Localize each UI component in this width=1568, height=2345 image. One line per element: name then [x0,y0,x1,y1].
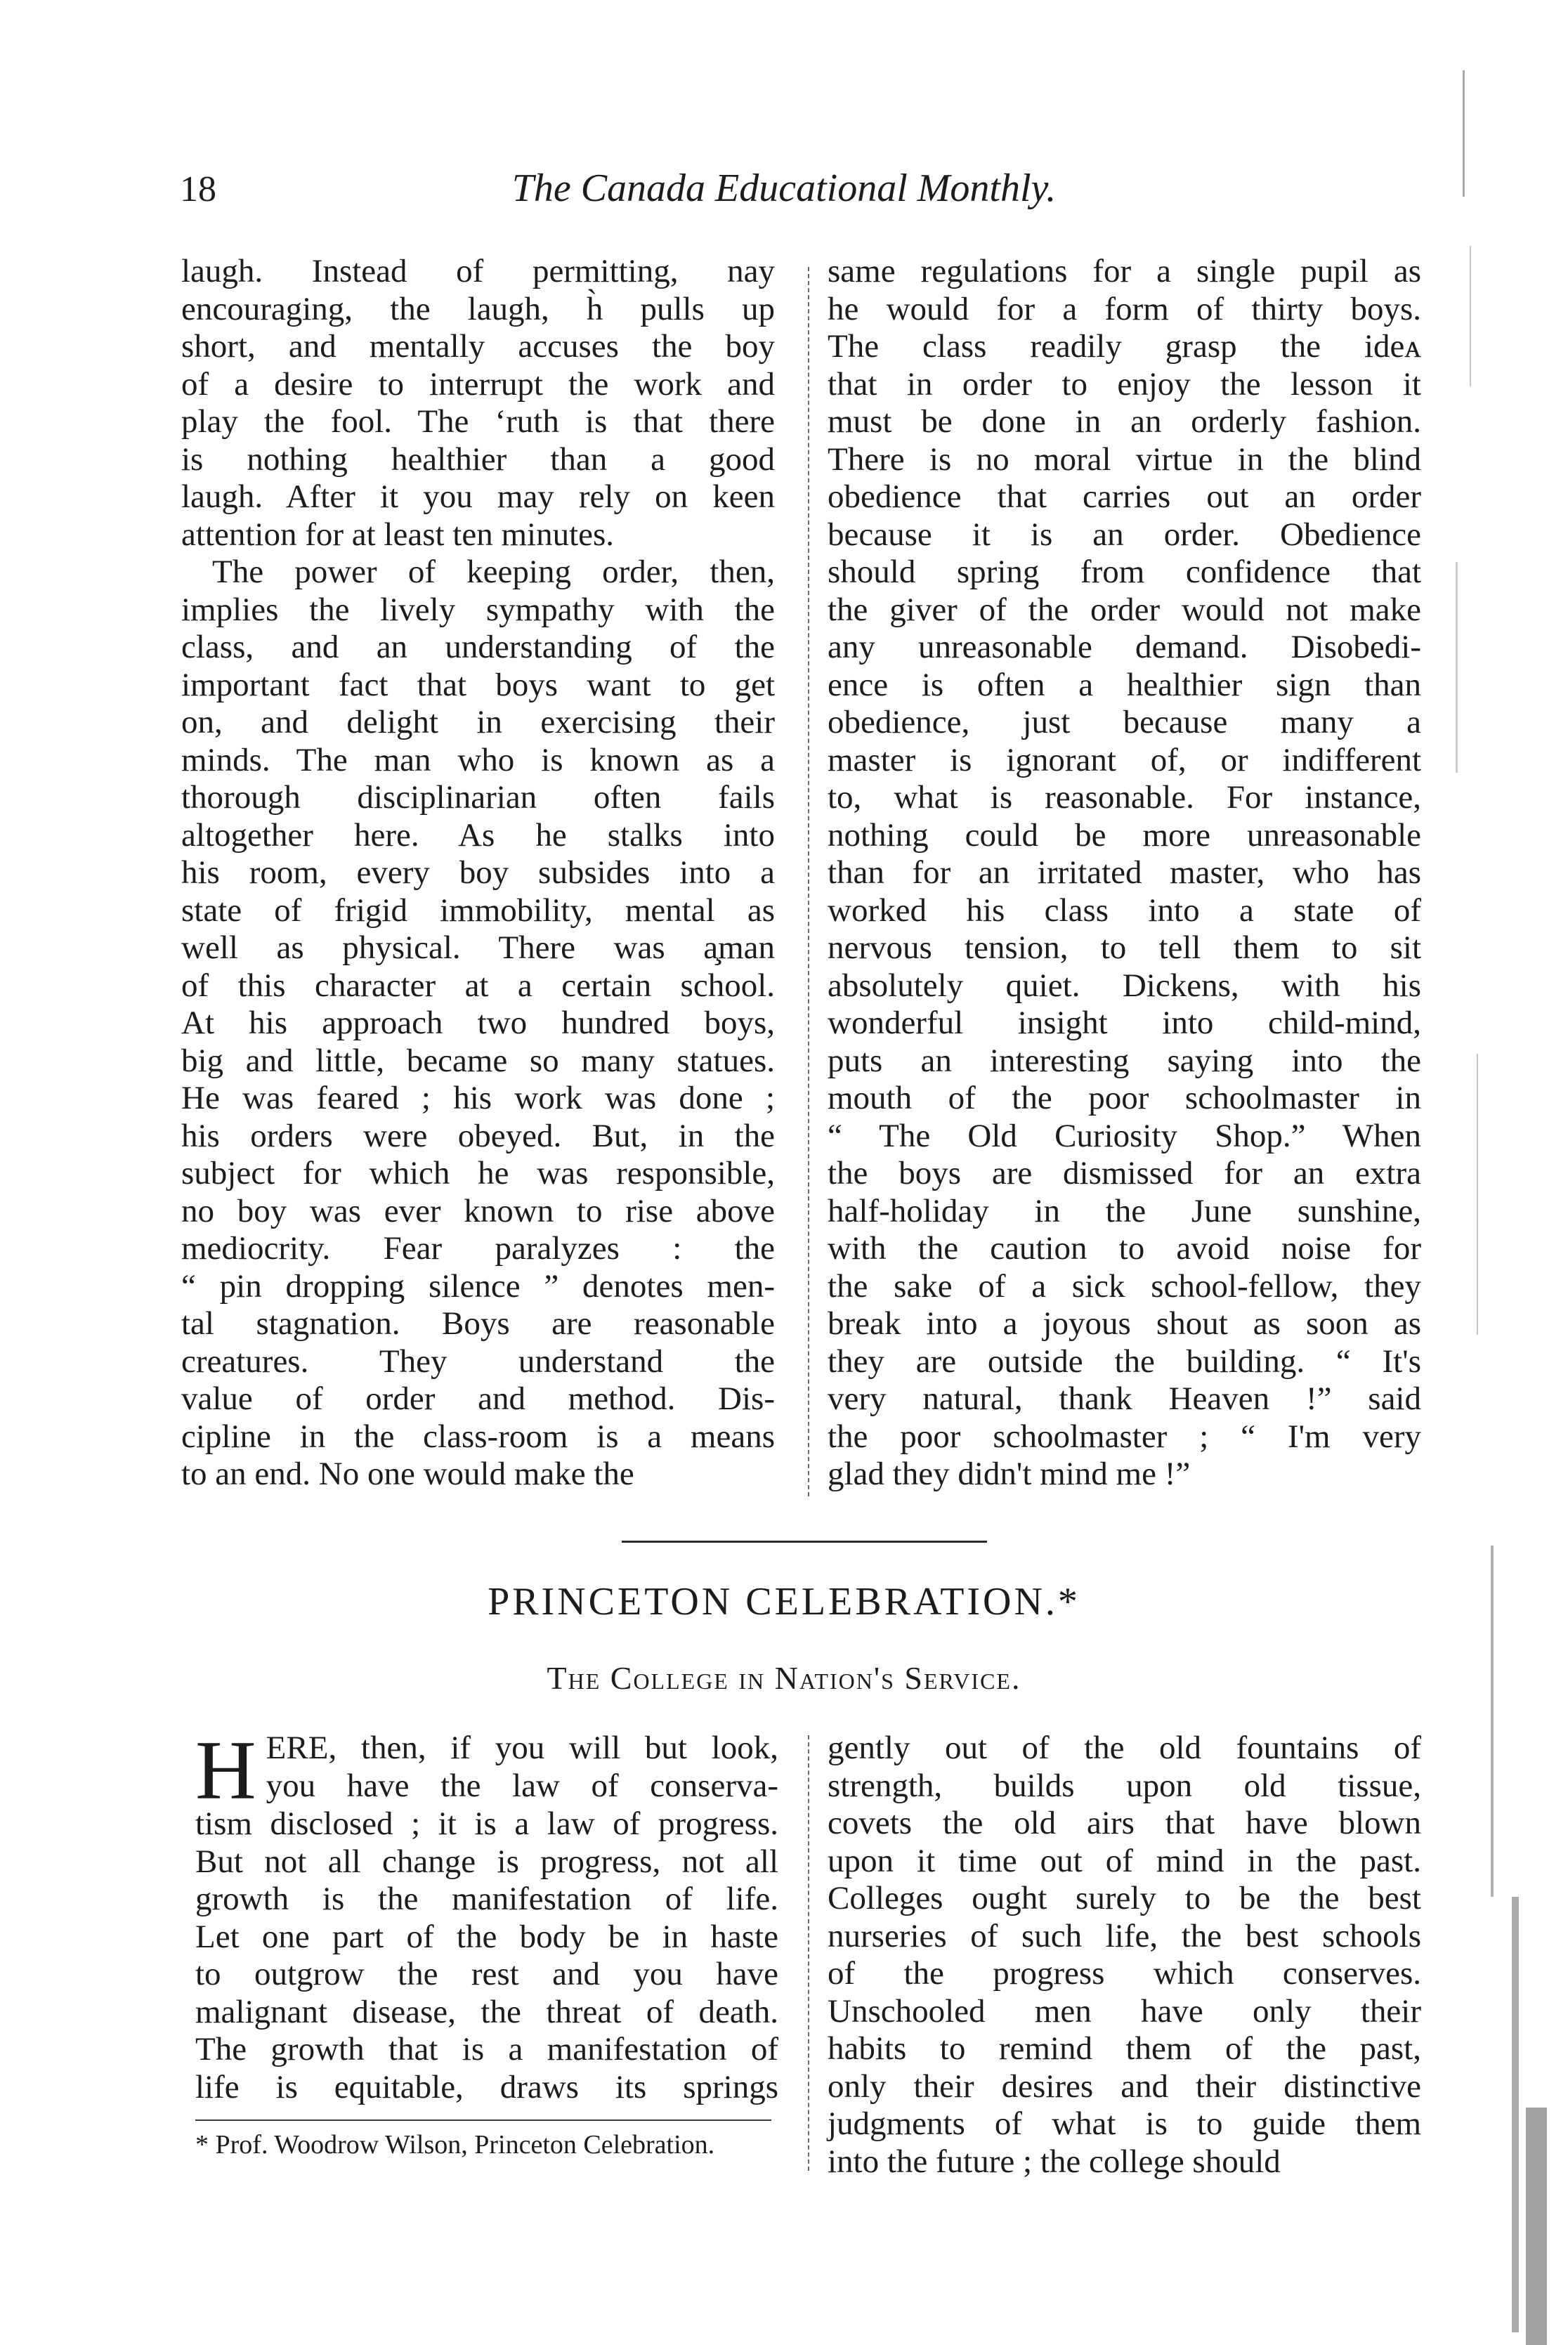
text-line: they are outside the building. “ It's [828,1343,1421,1380]
text-line: into the future ; the college should [828,2143,1281,2180]
text-line: mouth of the poor schoolmaster in [828,1080,1421,1116]
text-line: The growth that is a manifestation of [195,2031,778,2068]
text-line: The power of keeping order, then, [212,554,775,590]
section-title: PRINCETON CELEBRATION.* [488,1580,1080,1624]
text-line: well as physical. There was a̧man [181,929,775,966]
page-number: 18 [180,169,216,209]
text-line: very natural, thank Heaven !” said [828,1380,1421,1417]
article-column-left [181,253,775,1494]
text-line: laugh. Instead of permitting, nay [181,253,775,289]
text-line: glad they didn't mind me !” [828,1456,1191,1492]
text-line: value of order and method. Dis- [181,1380,775,1417]
text-line: important fact that boys want to get [181,666,775,703]
text-line: Let one part of the body be in haste [195,1918,778,1955]
text-line: life is equitable, draws its springs [195,2068,778,2105]
text-line: should spring from confidence that [828,554,1421,590]
text-line: the poor schoolmaster ; “ I'm very [828,1418,1421,1455]
text-line: tal stagnation. Boys are reasonable [181,1305,775,1342]
text-line: At his approach two hundred boys, [181,1005,775,1041]
text-line: obedience that carries out an order [828,478,1421,515]
text-line: The class readily grasp the ideᴀ [828,328,1421,365]
text-line: “ The Old Curiosity Shop.” When [828,1117,1421,1154]
text-line: implies the lively sympathy with the [181,591,775,628]
text-line: cipline in the class-room is a means [181,1418,775,1455]
text-line: Unschooled men have only their [828,1992,1421,2030]
text-line: nurseries of such life, the best schools [828,1917,1421,1954]
text-line: big and little, became so many statues. [181,1042,775,1079]
footnote-rule [195,2119,771,2121]
text-line: He was feared ; his work was done ; [181,1080,775,1116]
text-line: There is no moral virtue in the blind [828,440,1421,478]
text-line: no boy was ever known to rise above [181,1192,775,1229]
scan-edge-artifact [1449,70,1554,2345]
text-line: to outgrow the rest and you have [195,1956,778,1992]
text-line: of the progress which conserves. [828,1955,1421,1992]
text-line: state of frigid immobility, mental as [181,891,775,929]
text-line: you have the law of conserva- [266,1767,778,1804]
text-line: the boys are dismissed for an extra [828,1155,1421,1191]
text-line: of a desire to interrupt the work and [181,365,775,403]
text-line: his room, every boy subsides into a [181,854,775,891]
text-line: creatures. They understand the [181,1343,775,1380]
text-line: thorough disciplinarian often fails [181,779,775,816]
text-line: Colleges ought surely to be the best [828,1880,1421,1916]
text-line: half-holiday in the June sunshine, [828,1192,1421,1229]
text-line: obedience, just because many a [828,704,1421,740]
princeton-column-right [828,1730,1421,2181]
text-line: minds. The man who is known as a [181,741,775,778]
text-line: worked his class into a state of [828,891,1421,929]
text-line: nervous tension, to tell them to sit [828,929,1421,966]
text-line: master is ignorant of, or indifferent [828,741,1421,778]
text-line: than for an irritated master, who has [828,854,1421,891]
text-line: to, what is reasonable. For instance, [828,779,1421,816]
text-line: tism disclosed ; it is a law of progress. [195,1805,778,1842]
text-line: must be done in an orderly fashion. [828,403,1421,440]
text-line: to an end. No one would make the [181,1456,634,1492]
princeton-column-left [195,1723,778,2106]
text-line: wonderful insight into child-mind, [828,1005,1421,1041]
text-line: only their desires and their distinctive [828,2068,1421,2105]
text-line: growth is the manifestation of life. [195,1881,778,1917]
text-line: upon it time out of mind in the past. [828,1842,1421,1879]
section-divider [622,1541,987,1543]
text-line: altogether here. As he stalks into [181,816,775,854]
text-line: habits to remind them of the past, [828,2030,1421,2067]
text-line: “ pin dropping silence ” denotes men- [181,1267,775,1305]
text-line: ERE, then, if you will but look, [266,1730,778,1766]
text-line: gently out of the old fountains of [828,1730,1421,1766]
footnote: * Prof. Woodrow Wilson, Princeton Celebration. [195,2130,715,2160]
text-line: attention for at least ten minutes. [181,516,615,553]
text-line: with the caution to avoid noise for [828,1230,1421,1267]
text-line: on, and delight in exercising their [181,704,775,740]
text-line: laugh. After it you may rely on keen [181,478,775,515]
text-line: the sake of a sick school-fellow, they [828,1267,1421,1305]
text-line: because it is an order. Obedience [828,516,1421,553]
text-line: malignant disease, the threat of death. [195,1993,778,2030]
article-column-right [828,253,1421,1494]
text-line: subject for which he was responsible, [181,1155,775,1191]
text-line: judgments of what is to guide them [828,2105,1421,2142]
text-line: mediocrity. Fear paralyzes : the [181,1230,775,1267]
text-line: ence is often a healthier sign than [828,666,1421,703]
text-line: he would for a form of thirty boys. [828,290,1421,327]
text-line: class, and an understanding of the [181,629,775,665]
text-line: play the fool. The ʻruth is that there [181,403,775,440]
text-line: covets the old airs that have blown [828,1805,1421,1841]
column-divider [808,1735,809,2171]
text-line: strength, builds upon old tissue, [828,1767,1421,1804]
text-line: the giver of the order would not make [828,591,1421,628]
text-line: that in order to enjoy the lesson it [828,365,1421,403]
text-line: encouraging, the laugh, h̀ pulls up [181,290,775,327]
text-line: break into a joyous shout as soon as [828,1305,1421,1342]
text-line: short, and mentally accuses the boy [181,328,775,365]
text-line: any unreasonable demand. Disobedi- [828,629,1421,665]
dropcap-letter: H [195,1723,256,1817]
text-line: is nothing healthier than a good [181,440,775,478]
text-line: same regulations for a single pupil as [828,253,1421,289]
text-line: his orders were obeyed. But, in the [181,1117,775,1154]
running-head: The Canada Educational Monthly. [511,166,1057,210]
text-line: puts an interesting saying into the [828,1042,1421,1079]
column-divider [808,267,809,1496]
text-line: absolutely quiet. Dickens, with his [828,967,1421,1004]
section-subtitle: The College in Nation's Service. [547,1660,1021,1696]
text-line: nothing could be more unreasonable [828,816,1421,854]
text-line: of this character at a certain school. [181,967,775,1004]
text-line: But not all change is progress, not all [195,1843,778,1880]
